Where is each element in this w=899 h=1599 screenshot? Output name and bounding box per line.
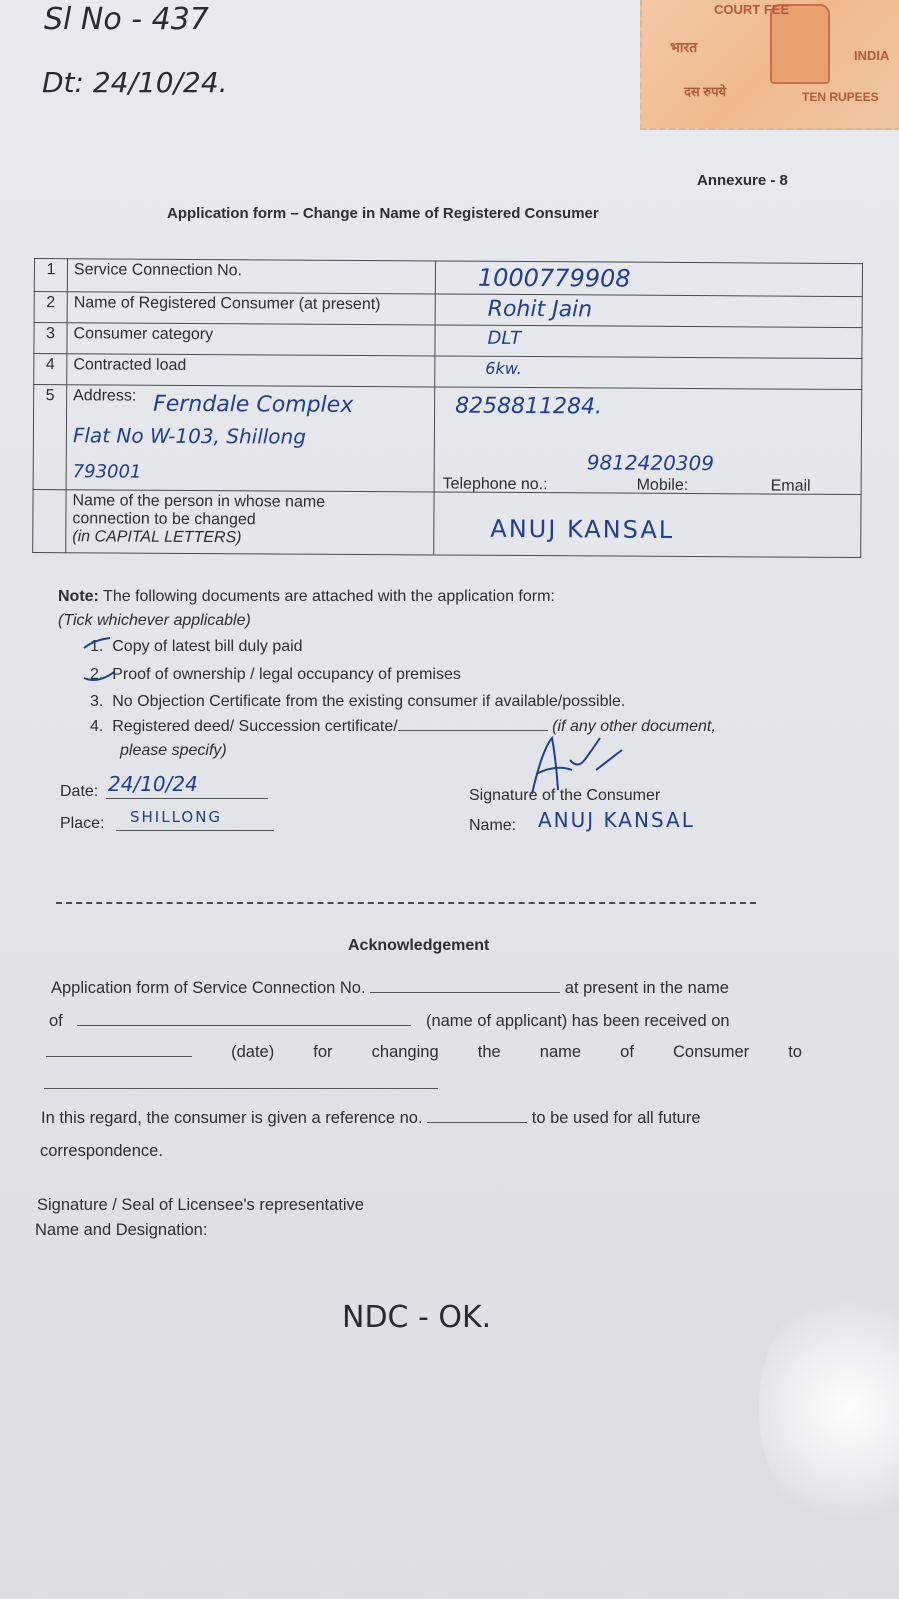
row-label: Service Connection No. [67,259,435,294]
address-cell [66,385,435,492]
separator-line [56,902,756,904]
ack-title: Acknowledgement [348,937,490,954]
address-line1: Ferndale Complex [153,391,354,418]
form-title: Application form – Change in Name of Registered Consumer [167,205,599,222]
row-number: 2 [34,292,67,323]
stamp-ten-rupees: TEN RUPEES [802,90,879,104]
tick-icon [84,672,114,680]
email-label: Email [770,477,811,495]
contracted-load-value: 6kw. [435,356,862,390]
address-line2: Flat No W-103, Shillong [72,423,307,449]
stamp-court-fee: COURT FEE [714,2,790,17]
doc-item-3: 3. No Objection Certificate from the existing consumer if available/possible. [90,693,626,710]
table-row [34,259,862,297]
new-name-label-line3: (in CAPITAL LETTERS) [72,528,242,547]
consumer-name-value: ANUJ KANSAL [538,808,695,832]
date-handwritten-top: Dt: 24/10/24. [42,66,228,99]
court-fee-stamp [640,0,899,130]
new-name-label-line1: Name of the person in whose name [72,492,326,511]
telephone-value: 8258811284. [455,393,603,420]
address-line3: 793001 [72,461,142,483]
doc-item-2: 2. Proof of ownership / legal occupancy of premises [90,666,461,683]
date-underline [106,798,268,799]
tick-marks [80,634,130,690]
new-name-label-cell [66,490,434,555]
service-connection-value: 1000779908 [435,261,862,297]
row-number: 4 [34,354,67,385]
date-value: 24/10/24 [108,772,198,796]
serial-number-handwritten: Sl No - 437 [44,2,209,37]
table-row [34,354,862,390]
name-label: Name: [469,817,517,834]
doc-item-1: 1. Copy of latest bill duly paid [90,638,303,655]
consumer-category-value: DLT [435,325,862,359]
new-name-label-line2: connection to be changed [72,510,256,529]
table-row [34,323,862,359]
mobile-value: 9812420309 [586,450,715,476]
doc-item-4-suffix: (if any other document, [552,718,716,735]
ack-line3: (date) for changing the name of Consumer to [46,1043,802,1062]
note-bold: Note: [58,588,99,605]
place-label: Place: [60,815,105,832]
new-name-value: ANUJ KANSAL [434,492,861,558]
licensee-signature-label: Signature / Seal of Licensee's representative [37,1196,364,1214]
note-tick-instruction: (Tick whichever applicable) [58,612,251,629]
light-glare [759,1279,899,1539]
ack-line6: correspondence. [40,1142,163,1160]
telephone-label: Telephone no.: [442,475,548,494]
place-value: SHILLONG [130,808,223,826]
application-form-table [32,258,863,558]
ndc-ok-handwritten: NDC - OK. [342,1300,492,1335]
ack-line2: of (name of applicant) has been received on [49,1012,730,1030]
row-label: Consumer category [67,323,435,356]
row-number: 3 [34,323,67,354]
row-number: 5 [33,385,67,490]
licensee-name-designation: Name and Designation: [35,1221,208,1239]
stamp-bharat: भारत [670,39,698,55]
table-row [34,292,862,328]
contact-cell [434,387,862,495]
signature-label: Signature of the Consumer [469,787,661,804]
ack-line4-blank [44,1088,438,1089]
row-number [33,489,66,552]
annexure-label: Annexure - 8 [697,172,788,189]
row-label: Contracted load [67,354,435,387]
table-row [33,385,862,495]
stamp-das-rupaye: दस रुपये [684,84,727,99]
ack-line1: Application form of Service Connection No. at present in the name [51,979,729,997]
row-number: 1 [34,259,67,292]
stamp-india: INDIA [854,48,890,63]
doc-item-4: 4. Registered deed/ Succession certificate/ (if any other document, [90,718,716,735]
date-label: Date: [60,783,99,800]
doc-item-4-line2: please specify) [120,742,227,759]
tick-icon [84,638,110,648]
mobile-label: Mobile: [636,476,689,495]
table-row [33,489,861,557]
place-underline [116,830,274,831]
ack-line5: In this regard, the consumer is given a reference no. to be used for all future [41,1109,701,1127]
row-label: Name of Registered Consumer (at present) [67,292,435,325]
address-label: Address: [73,387,137,405]
note-text: The following documents are attached with the application form: [103,588,555,605]
note-line [58,588,555,606]
registered-consumer-value: Rohit Jain [435,294,862,328]
